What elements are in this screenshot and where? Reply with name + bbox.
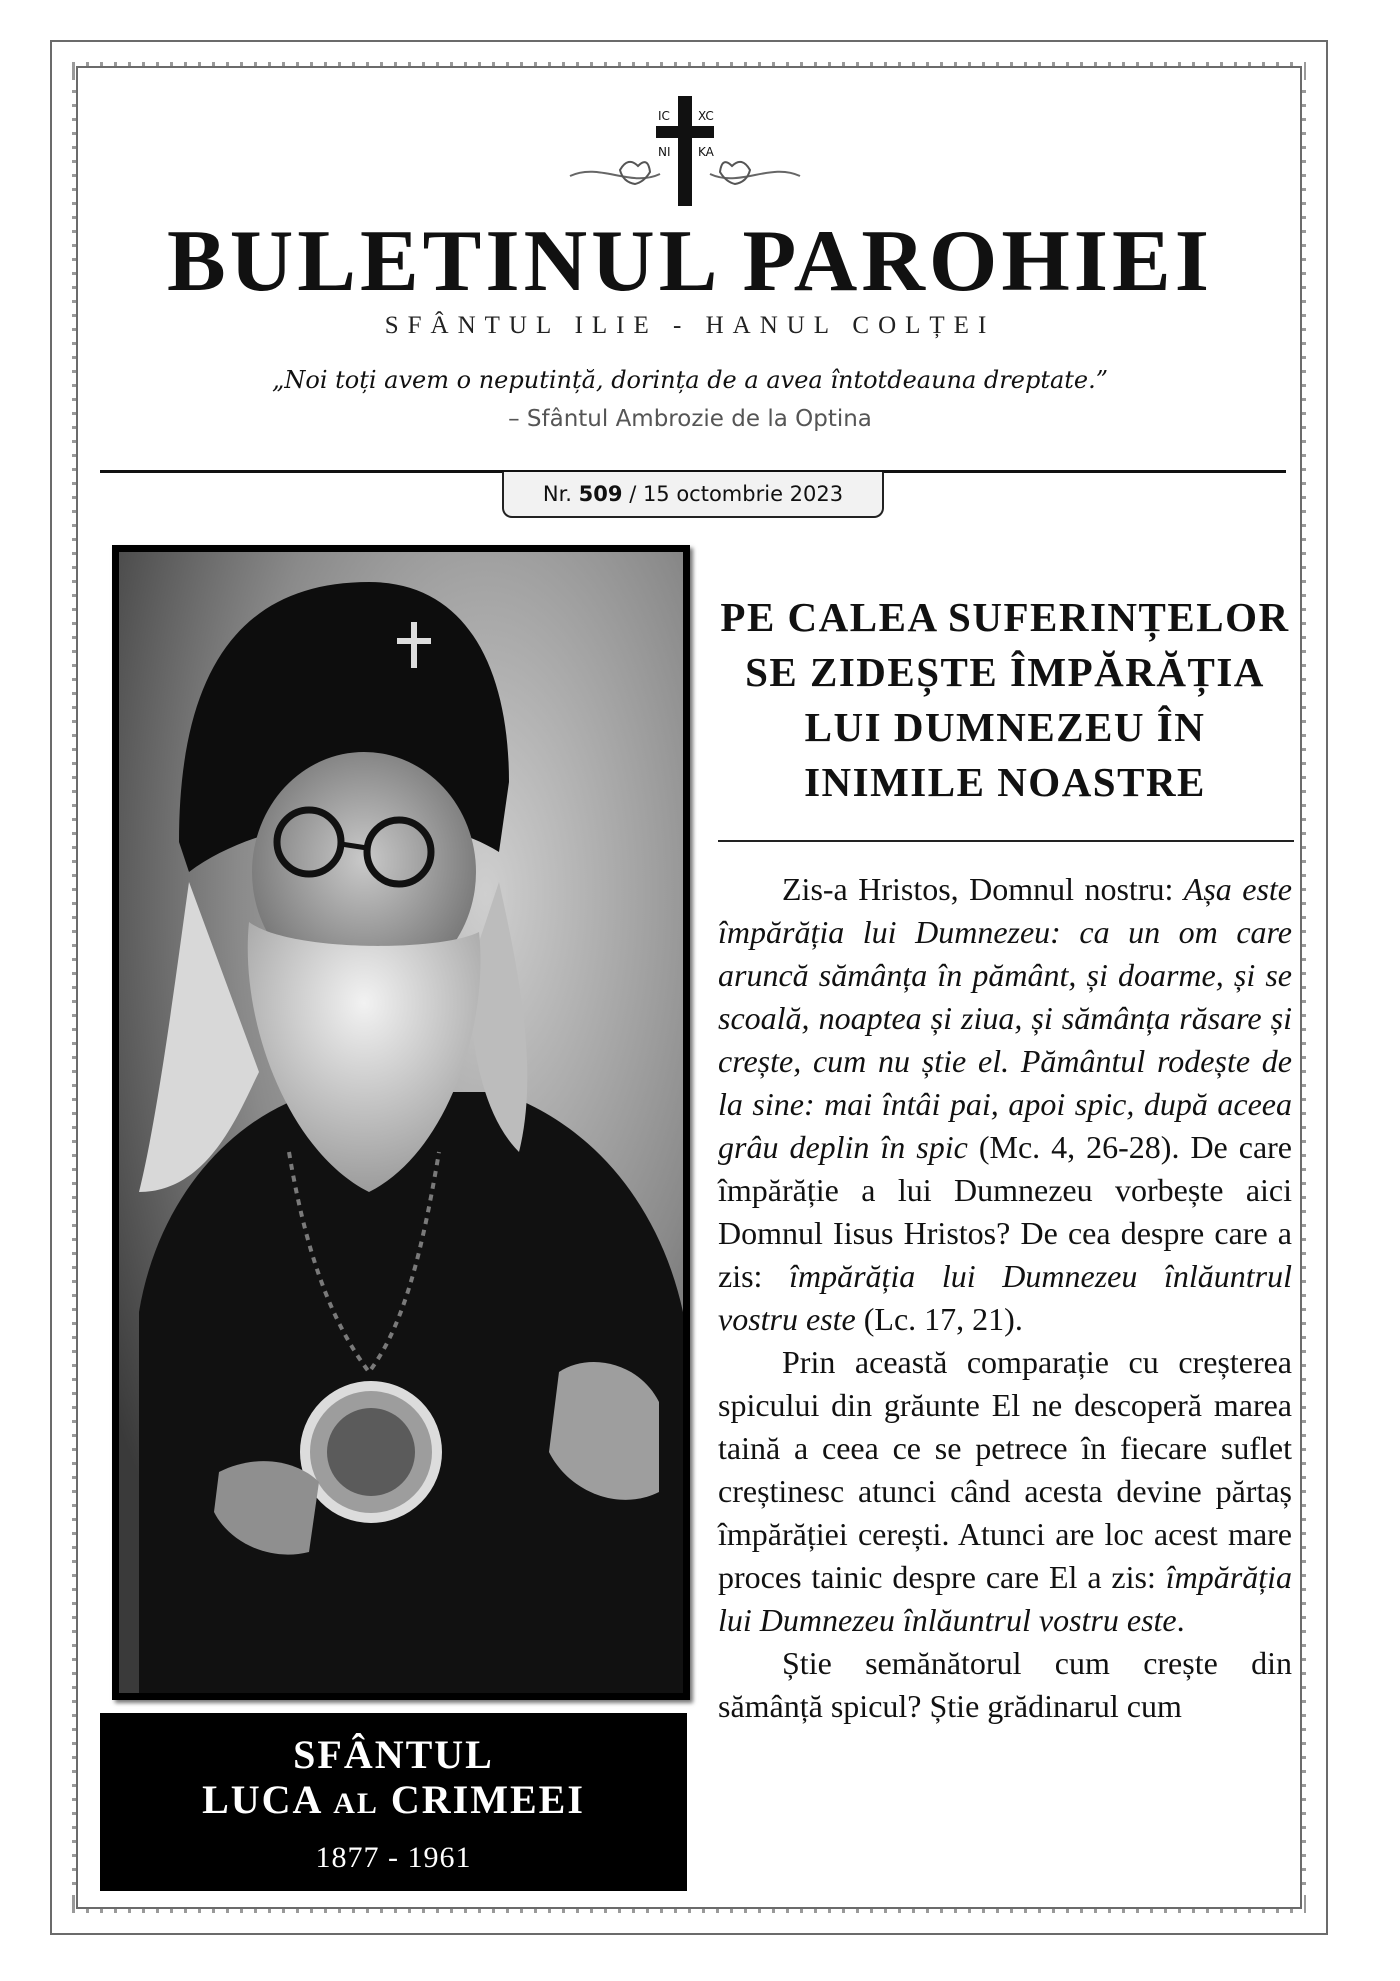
header-quote: „Noi toți avem o neputință, dorința de a avea întotdeauna dreptate.”: [271, 366, 1109, 394]
saint-portrait: [112, 545, 690, 1700]
emblem-letter: XC: [698, 109, 714, 123]
issue-number: 509: [578, 482, 623, 506]
article-title: PE CALEA SUFERINȚELOR SE ZIDEȘTE ÎMPĂRĂȚIA LUI DUMNEZEU ÎN INIMILE NOASTRE: [720, 594, 1290, 805]
portrait-image: [119, 552, 683, 1693]
issue-prefix: Nr.: [542, 482, 572, 506]
quote-author: – Sfântul Ambrozie de la Optina: [508, 406, 872, 432]
caption-name-particle: AL: [333, 1787, 379, 1820]
article-text: Prin această comparație cu creșterea spicului din grăunte El ne descoperă marea taină a ceea ce se petrece în fiecare suflet creștinesc atunci când acesta devine părtaș împărăției cerești. Atunci are loc acest mare proces tainic despre care El a zis:: [718, 1344, 1292, 1595]
article-paragraph: [718, 868, 1292, 1341]
article-text: Zis-a Hristos, Domnul nostru:: [782, 871, 1184, 907]
article-text: .: [1176, 1602, 1185, 1638]
newsletter-title: BULETINUL PAROHIEI: [167, 213, 1213, 310]
scripture-quote: împărăția lui Dumnezeu înlăuntrul vostru este: [718, 1559, 1292, 1638]
issue-number-tab: [502, 472, 884, 518]
caption-name-last: CRIMEEI: [390, 1777, 585, 1822]
caption-name-first: LUCA: [202, 1777, 322, 1822]
article-divider: [718, 840, 1294, 842]
article-text: Știe semănătorul cum crește din sămânță spicul? Știe grădinarul cum: [718, 1645, 1292, 1724]
caption-title: SFÂNTUL: [293, 1732, 494, 1777]
caption-years: 1877 - 1961: [315, 1841, 472, 1874]
article-text: (Lc. 17, 21).: [855, 1301, 1023, 1337]
cross-icon: [560, 92, 810, 212]
emblem-letter: IC: [658, 109, 670, 123]
article-body: [718, 868, 1292, 1728]
scripture-quote: împărăția lui Dumnezeu înlăuntrul vostru este: [718, 1258, 1293, 1337]
article-paragraph: [718, 1341, 1292, 1642]
scripture-quote: Așa este împărăția lui Dumnezeu: ca un om care aruncă sămânța în pământ, și doarme, și se scoală, noaptea și ziua, și sămânța răsare și crește, cum nu știe el. Pământul rodește de la sine: mai întâi pai, apoi spic, după aceea grâu deplin în spic: [718, 871, 1292, 1165]
emblem-letter: KA: [698, 145, 714, 159]
issue-date: / 15 octombrie 2023: [629, 482, 844, 506]
portrait-caption: [100, 1713, 687, 1891]
article-paragraph: [718, 1642, 1292, 1728]
emblem-letter: NI: [658, 145, 671, 159]
parish-subtitle: SFÂNTUL ILIE - HANUL COLȚEI: [384, 312, 996, 339]
caption-name: [100, 1777, 687, 1827]
article-text: (Mc. 4, 26-28). De care împărăție a lui Dumnezeu vorbește aici Domnul Iisus Hristos? De cea despre care a zis:: [718, 1129, 1293, 1294]
